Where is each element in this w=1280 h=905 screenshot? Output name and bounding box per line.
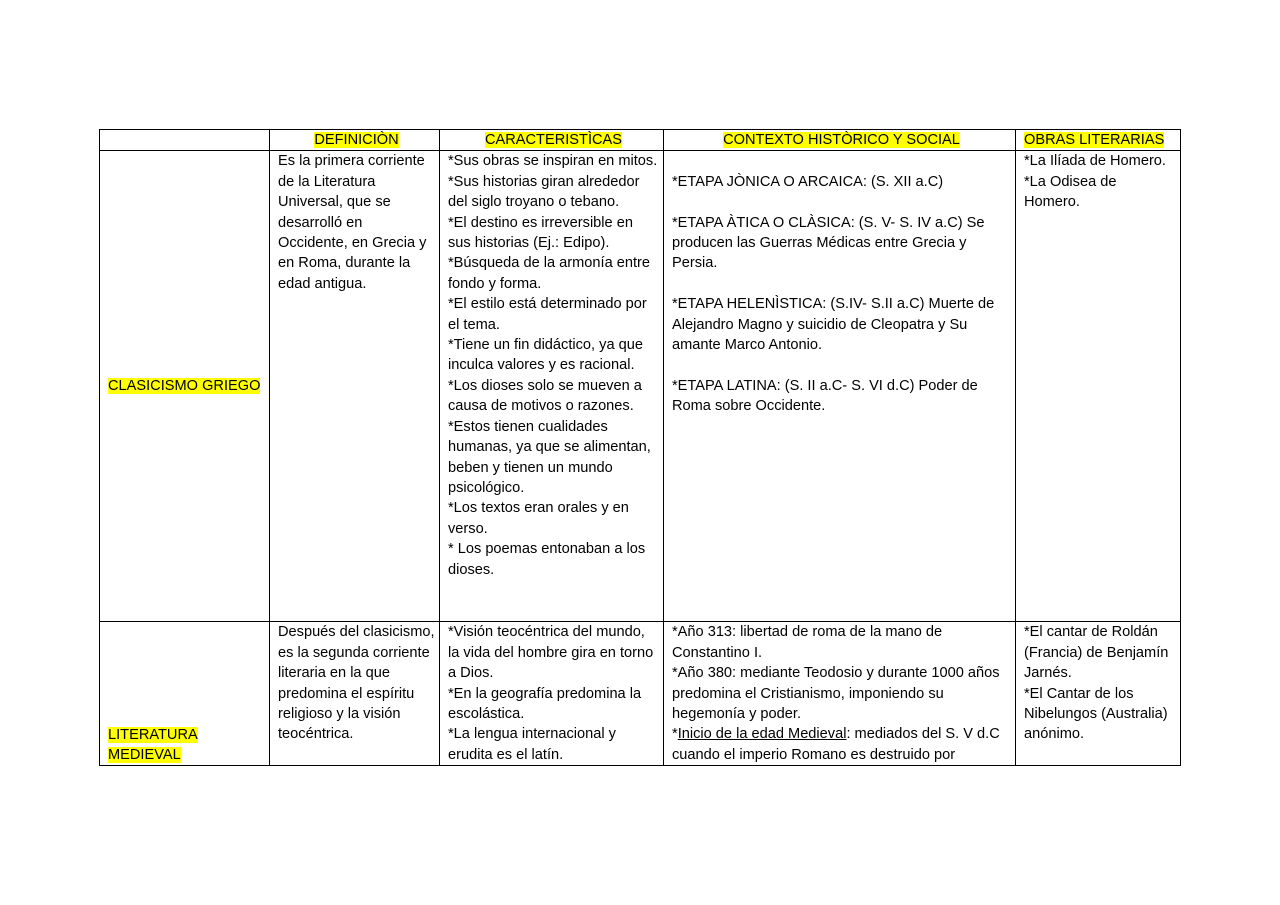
header-characteristics: CARACTERISTÌCAS [440,130,664,151]
characteristics-cell [440,151,664,622]
row-title: LITERATURA [108,726,198,743]
table-row [100,622,1181,766]
list-item: *Inicio de la edad Medieval: mediados del S. V d.C cuando el imperio Romano es destruido por [672,726,1000,763]
list-item: *El Cantar de los Nibelungos (Australia) anónimo. [1024,685,1168,743]
characteristics-cell [440,622,664,766]
list-item: *Estos tienen cualidades humanas, ya que se alimentan, beben y tienen un mundo psicológico. [448,418,651,496]
row-title: MEDIEVAL [108,747,181,763]
context-cell [664,151,1016,622]
list-item: *Tiene un fin didáctico, ya que inculca valores y es racional. [448,337,643,374]
definition-text: Después del clasicismo, es la segunda corriente literaria en la que predomina el espíritu religioso y la visión teocéntrica. [278,624,435,743]
list-item: *La Odisea de Homero. [1024,173,1117,211]
list-item: *Año 313: libertad de roma de la mano de Constantino I. [672,624,943,661]
list-item: *El estilo está determinado por el tema. [448,296,647,333]
list-item: *Los textos eran orales y en verso. [448,500,629,537]
list-item: *ETAPA LATINA: (S. II a.C- S. VI d.C) Poder de Roma sobre Occidente. [672,377,978,415]
list-item: *El destino es irreversible en sus historias (Ej.: Edipo). [448,214,633,252]
list-item: *Los dioses solo se mueven a causa de motivos o razones. [448,377,642,415]
list-item: *Año 380: mediante Teodosio y durante 1000 años predomina el Cristianismo, imponiendo su hegemonía y poder. [672,665,1000,723]
definition-cell [270,622,440,766]
list-item: *Búsqueda de la armonía entre fondo y forma. [448,255,651,292]
works-cell [1016,622,1181,766]
table-header-row [100,130,1181,151]
list-item: *ETAPA JÒNICA O ARCAICA: (S. XII a.C) [672,173,944,190]
definition-text: Es la primera corriente de la Literatura Universal, que se desarrolló en Occidente, en Grecia y en Roma, durante la edad antigua. [278,153,427,292]
literature-table [99,129,1181,766]
header-empty-cell [100,130,270,151]
definition-cell [270,151,440,622]
list-item: *En la geografía predomina la escolástica. [448,685,642,723]
row-title-cell [100,622,270,766]
list-item: *El cantar de Roldán (Francia) de Benjamín Jarnés. [1024,624,1169,682]
list-item: *La Ilíada de Homero. [1024,153,1166,170]
list-item: * Los poemas entonaban a los dioses. [448,541,646,578]
table-row [100,151,1181,622]
header-context: CONTEXTO HISTÒRICO Y SOCIAL [664,130,1016,151]
context-cell [664,622,1016,766]
medieval-start-link[interactable]: Inicio de la edad Medieval [677,726,847,743]
works-cell [1016,151,1181,622]
list-item: *Visión teocéntrica del mundo, la vida del hombre gira en torno a Dios. [448,624,654,682]
row-title: CLASICISMO GRIEGO [108,378,261,395]
list-item: *ETAPA ÀTICA O CLÀSICA: (S. V- S. IV a.C) Se producen las Guerras Médicas entre Grecia y Persia. [672,214,985,272]
header-works: OBRAS LITERARIAS [1016,130,1181,151]
list-item: *Sus obras se inspiran en mitos. [448,153,658,170]
list-item: *ETAPA HELENÌSTICA: (S.IV- S.II a.C) Muerte de Alejandro Magno y suicidio de Cleopatra y Su amante Marco Antonio. [672,296,995,354]
row-title-cell [100,151,270,622]
header-definition: DEFINICIÒN [270,130,440,151]
list-item: *Sus historias giran alrededor del siglo troyano o tebano. [448,173,640,211]
list-item: *La lengua internacional y erudita es el latín. [448,726,616,763]
